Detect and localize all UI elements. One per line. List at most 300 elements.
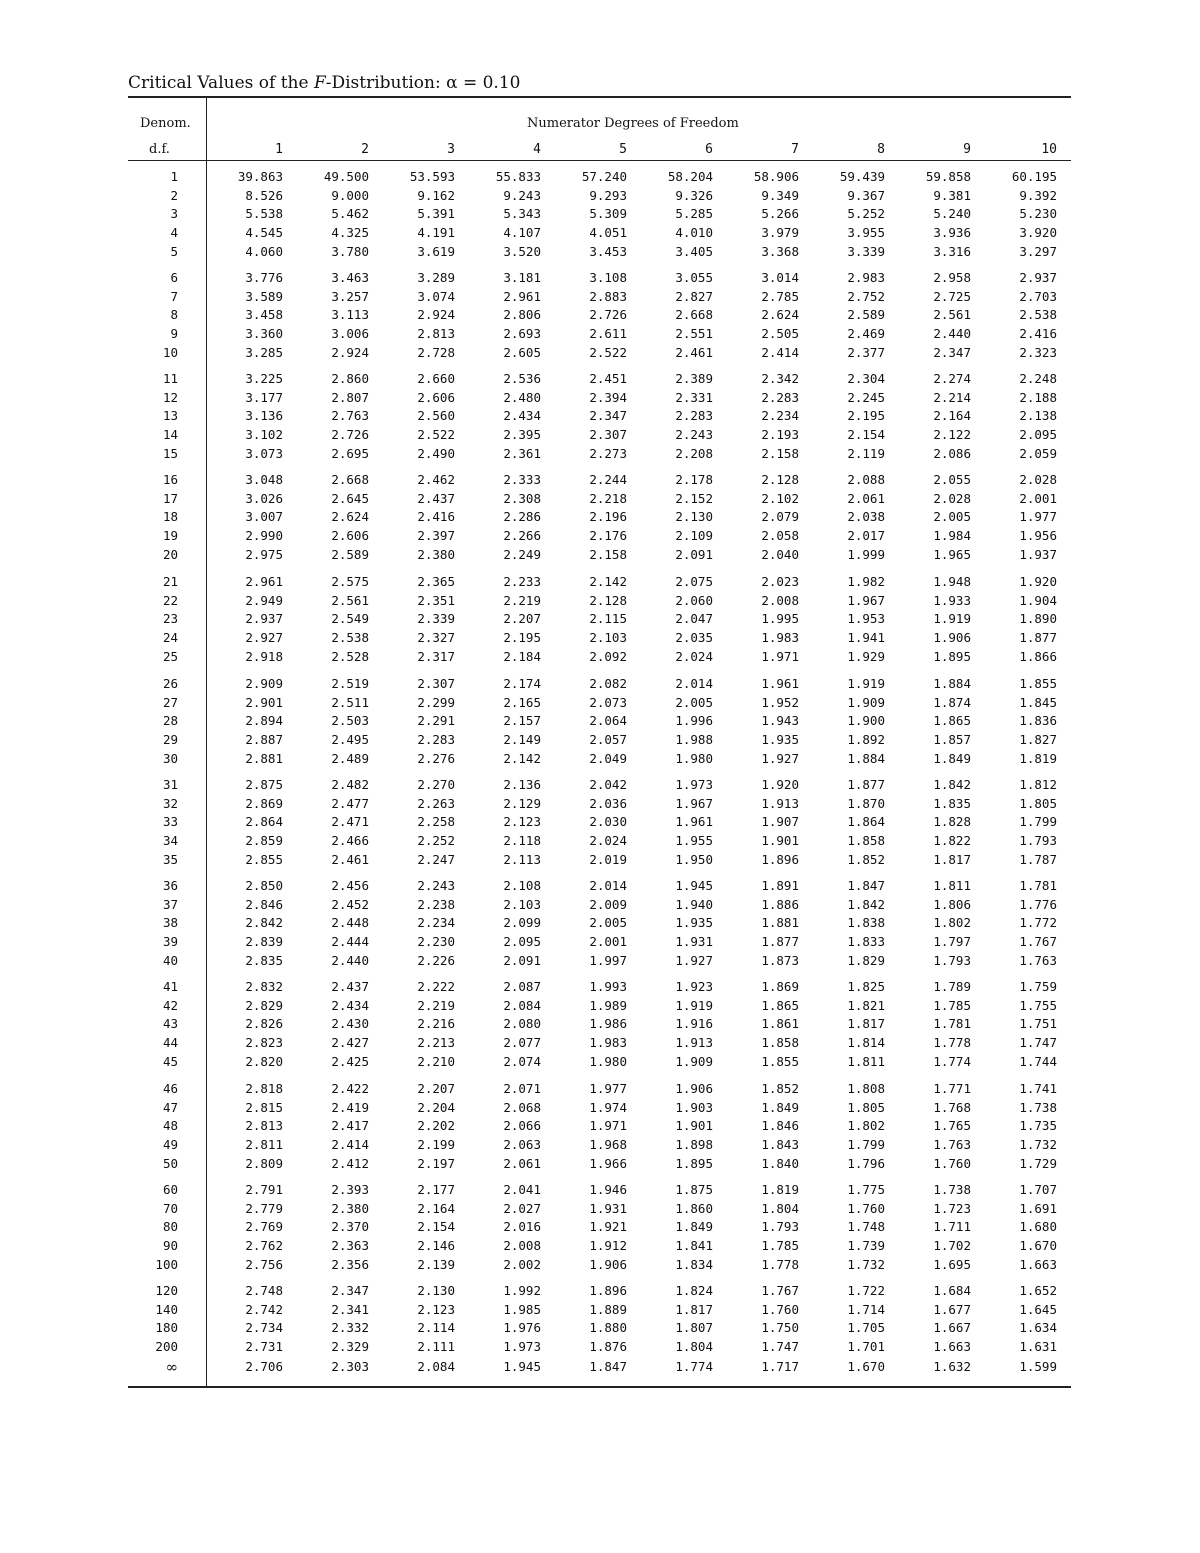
- table-cell: 2.061: [503, 1155, 541, 1171]
- table-cell: 2.606: [331, 528, 369, 544]
- table-cell: 2.274: [933, 371, 971, 386]
- table-cell: 2.820: [245, 1053, 283, 1069]
- table-cell: 1.860: [675, 1200, 713, 1216]
- row-label: 39: [162, 934, 178, 950]
- table-cell: 2.835: [245, 952, 283, 968]
- table-cell: 3.026: [245, 490, 283, 506]
- table-cell: 1.814: [847, 1035, 885, 1051]
- table-cell: 1.747: [1019, 1035, 1057, 1051]
- table-cell: 2.495: [331, 732, 369, 748]
- table-cell: 1.896: [589, 1283, 627, 1298]
- table-cell: 1.892: [847, 732, 885, 748]
- table-cell: 2.813: [417, 326, 455, 342]
- table-cell: 2.273: [589, 445, 627, 461]
- table-cell: 5.230: [1019, 206, 1057, 222]
- table-cell: 3.316: [933, 243, 971, 259]
- table-cell: 2.575: [331, 574, 369, 589]
- table-cell: 2.983: [847, 270, 885, 285]
- table-cell: 1.980: [589, 1053, 627, 1069]
- table-cell: 9.367: [847, 187, 885, 203]
- table-cell: 3.360: [245, 326, 283, 342]
- table-cell: 2.038: [847, 509, 885, 525]
- table-cell: 3.285: [245, 344, 283, 360]
- table-cell: 2.193: [761, 427, 799, 443]
- table-cell: 1.817: [933, 851, 971, 867]
- table-cell: 2.370: [331, 1219, 369, 1235]
- table-cell: 2.040: [761, 546, 799, 562]
- row-label: 11: [162, 371, 178, 386]
- table-cell: 2.440: [331, 952, 369, 968]
- table-cell: 1.971: [589, 1118, 627, 1134]
- table-cell: 2.451: [589, 371, 627, 386]
- row-label: 8: [170, 307, 178, 323]
- table-cell: 1.866: [1019, 648, 1057, 664]
- table-cell: 2.818: [245, 1081, 283, 1096]
- table-cell: 2.414: [761, 344, 799, 360]
- table-cell: 2.448: [331, 915, 369, 931]
- table-cell: 2.014: [589, 878, 627, 893]
- row-label: 45: [162, 1053, 178, 1069]
- table-cell: 2.286: [503, 509, 541, 525]
- table-cell: 1.599: [1019, 1359, 1057, 1374]
- table-cell: 1.965: [933, 546, 971, 562]
- table-cell: 1.940: [675, 896, 713, 912]
- table-cell: 2.307: [417, 676, 455, 691]
- row-label: 60: [162, 1182, 178, 1197]
- table-cell: 2.538: [1019, 307, 1057, 323]
- table-cell: 2.560: [417, 408, 455, 424]
- table-cell: 2.859: [245, 833, 283, 849]
- row-label: 47: [162, 1099, 178, 1115]
- table-cell: 1.865: [761, 997, 799, 1013]
- table-cell: 1.840: [761, 1155, 799, 1171]
- table-cell: 2.082: [589, 676, 627, 691]
- table-cell: 1.912: [589, 1238, 627, 1254]
- table-cell: 3.177: [245, 389, 283, 405]
- table-cell: 2.028: [933, 490, 971, 506]
- table-cell: 1.974: [589, 1099, 627, 1115]
- table-cell: 2.008: [761, 592, 799, 608]
- table-cell: 2.480: [503, 389, 541, 405]
- table-cell: 2.416: [417, 509, 455, 525]
- table-cell: 2.589: [847, 307, 885, 323]
- table-cell: 2.258: [417, 814, 455, 830]
- table-cell: 2.329: [331, 1339, 369, 1355]
- table-cell: 2.276: [417, 750, 455, 766]
- table-cell: 2.028: [1019, 472, 1057, 487]
- table-cell: 2.071: [503, 1081, 541, 1096]
- table-cell: 2.091: [675, 546, 713, 562]
- row-label: 19: [162, 528, 178, 544]
- table-cell: 2.027: [503, 1200, 541, 1216]
- table-cell: 2.538: [331, 630, 369, 646]
- table-cell: 2.427: [331, 1035, 369, 1051]
- table-cell: 2.389: [675, 371, 713, 386]
- table-cell: 2.990: [245, 528, 283, 544]
- table-cell: 1.748: [847, 1219, 885, 1235]
- table-cell: 49.500: [323, 169, 369, 184]
- table-cell: 2.624: [331, 509, 369, 525]
- table-cell: 2.380: [417, 546, 455, 562]
- table-cell: 1.842: [933, 777, 971, 792]
- table-cell: 1.799: [847, 1137, 885, 1153]
- table-cell: 1.829: [847, 952, 885, 968]
- table-cell: 2.839: [245, 934, 283, 950]
- table-cell: 1.920: [761, 777, 799, 792]
- table-cell: 9.349: [761, 187, 799, 203]
- header-rule: [128, 160, 1071, 161]
- row-label: 22: [162, 592, 178, 608]
- table-cell: 2.233: [503, 574, 541, 589]
- table-cell: 2.860: [331, 371, 369, 386]
- table-cell: 2.452: [331, 896, 369, 912]
- table-cell: 1.945: [503, 1359, 541, 1374]
- table-cell: 1.849: [675, 1219, 713, 1235]
- table-cell: 1.738: [1019, 1099, 1057, 1115]
- table-cell: 5.252: [847, 206, 885, 222]
- table-cell: 1.945: [675, 878, 713, 893]
- row-label: 3: [170, 206, 178, 222]
- table-cell: 2.202: [417, 1118, 455, 1134]
- table-cell: 1.858: [847, 833, 885, 849]
- table-cell: 2.924: [331, 344, 369, 360]
- table-cell: 1.771: [933, 1081, 971, 1096]
- table-cell: 2.208: [675, 445, 713, 461]
- table-cell: 1.865: [933, 713, 971, 729]
- table-cell: 2.270: [417, 777, 455, 792]
- table-cell: 1.906: [675, 1081, 713, 1096]
- table-cell: 2.347: [331, 1283, 369, 1298]
- table-cell: 1.903: [675, 1099, 713, 1115]
- table-cell: 2.102: [761, 490, 799, 506]
- table-cell: 2.422: [331, 1081, 369, 1096]
- table-cell: 2.327: [417, 630, 455, 646]
- table-cell: 2.489: [331, 750, 369, 766]
- table-cell: 1.677: [933, 1301, 971, 1317]
- table-cell: 1.876: [589, 1339, 627, 1355]
- table-cell: 2.115: [589, 611, 627, 627]
- table-cell: 2.769: [245, 1219, 283, 1235]
- table-cell: 1.819: [1019, 750, 1057, 766]
- table-cell: 1.855: [1019, 676, 1057, 691]
- table-cell: 2.763: [331, 408, 369, 424]
- table-cell: 2.430: [331, 1016, 369, 1032]
- table-cell: 3.297: [1019, 243, 1057, 259]
- table-cell: 1.977: [1019, 509, 1057, 525]
- table-cell: 2.103: [589, 630, 627, 646]
- table-cell: 2.363: [331, 1238, 369, 1254]
- table-cell: 2.785: [761, 288, 799, 304]
- table-cell: 3.225: [245, 371, 283, 386]
- table-cell: 1.817: [847, 1016, 885, 1032]
- table-cell: 2.019: [589, 851, 627, 867]
- table-cell: 1.785: [933, 997, 971, 1013]
- table-cell: 1.921: [589, 1219, 627, 1235]
- table-cell: 2.073: [589, 694, 627, 710]
- row-label: 31: [162, 777, 178, 792]
- table-cell: 1.907: [761, 814, 799, 830]
- table-cell: 60.195: [1011, 169, 1057, 184]
- table-cell: 1.900: [847, 713, 885, 729]
- table-cell: 2.522: [589, 344, 627, 360]
- table-cell: 1.904: [1019, 592, 1057, 608]
- row-label: 9: [170, 326, 178, 342]
- table-cell: 2.395: [503, 427, 541, 443]
- table-cell: 1.834: [675, 1256, 713, 1272]
- row-label: 5: [170, 243, 178, 259]
- column-header-9: 9: [963, 142, 971, 157]
- row-label: 49: [162, 1137, 178, 1153]
- table-cell: 2.351: [417, 592, 455, 608]
- row-label: 200: [155, 1339, 178, 1355]
- table-cell: 1.985: [503, 1301, 541, 1317]
- table-cell: 2.283: [761, 389, 799, 405]
- table-cell: 2.222: [417, 979, 455, 994]
- table-bottom-rule: [128, 1386, 1071, 1388]
- table-cell: 2.815: [245, 1099, 283, 1115]
- table-cell: 2.138: [1019, 408, 1057, 424]
- table-cell: 59.439: [839, 169, 885, 184]
- table-cell: 2.894: [245, 713, 283, 729]
- table-cell: 1.841: [675, 1238, 713, 1254]
- table-cell: 2.823: [245, 1035, 283, 1051]
- table-cell: 2.434: [503, 408, 541, 424]
- table-cell: 1.828: [933, 814, 971, 830]
- table-cell: 1.670: [1019, 1238, 1057, 1254]
- table-cell: 1.931: [589, 1200, 627, 1216]
- row-label: 41: [162, 979, 178, 994]
- table-cell: 1.793: [1019, 833, 1057, 849]
- table-cell: 2.165: [503, 694, 541, 710]
- table-cell: 2.645: [331, 490, 369, 506]
- table-cell: 1.774: [675, 1359, 713, 1374]
- table-cell: 2.909: [245, 676, 283, 691]
- table-cell: 2.779: [245, 1200, 283, 1216]
- table-cell: 2.703: [1019, 288, 1057, 304]
- table-cell: 1.760: [847, 1200, 885, 1216]
- table-cell: 2.146: [417, 1238, 455, 1254]
- table-cell: 2.561: [933, 307, 971, 323]
- table-cell: 3.405: [675, 243, 713, 259]
- table-cell: 2.001: [1019, 490, 1057, 506]
- table-cell: 2.041: [503, 1182, 541, 1197]
- table-cell: 2.130: [417, 1283, 455, 1298]
- table-cell: 1.849: [761, 1099, 799, 1115]
- table-cell: 3.520: [503, 243, 541, 259]
- table-cell: 1.796: [847, 1155, 885, 1171]
- table-cell: 1.732: [847, 1256, 885, 1272]
- table-cell: 2.365: [417, 574, 455, 589]
- table-cell: 1.750: [761, 1320, 799, 1336]
- table-cell: 1.913: [675, 1035, 713, 1051]
- row-label: 25: [162, 648, 178, 664]
- table-cell: 2.471: [331, 814, 369, 830]
- table-cell: 1.884: [847, 750, 885, 766]
- table-cell: 1.663: [933, 1339, 971, 1355]
- table-cell: 1.842: [847, 896, 885, 912]
- table-cell: 2.829: [245, 997, 283, 1013]
- table-cell: 2.077: [503, 1035, 541, 1051]
- table-cell: 2.307: [589, 427, 627, 443]
- table-cell: 1.890: [1019, 611, 1057, 627]
- table-cell: 1.812: [1019, 777, 1057, 792]
- table-cell: 1.702: [933, 1238, 971, 1254]
- table-cell: 2.725: [933, 288, 971, 304]
- table-cell: 2.668: [675, 307, 713, 323]
- table-cell: 2.216: [417, 1016, 455, 1032]
- table-cell: 2.248: [1019, 371, 1057, 386]
- table-cell: 1.811: [847, 1053, 885, 1069]
- table-cell: 2.347: [589, 408, 627, 424]
- table-cell: 2.606: [417, 389, 455, 405]
- row-label: 14: [162, 427, 178, 443]
- table-cell: 1.988: [675, 732, 713, 748]
- table-cell: 1.919: [933, 611, 971, 627]
- table-cell: 2.109: [675, 528, 713, 544]
- table-cell: 1.759: [1019, 979, 1057, 994]
- table-cell: 2.726: [331, 427, 369, 443]
- table-cell: 2.024: [675, 648, 713, 664]
- table-cell: 1.984: [933, 528, 971, 544]
- table-cell: 2.058: [761, 528, 799, 544]
- table-cell: 2.244: [589, 472, 627, 487]
- column-header-1: 1: [275, 142, 283, 157]
- table-cell: 2.693: [503, 326, 541, 342]
- table-cell: 1.909: [675, 1053, 713, 1069]
- table-cell: 1.631: [1019, 1339, 1057, 1355]
- table-cell: 2.356: [331, 1256, 369, 1272]
- row-label: 37: [162, 896, 178, 912]
- table-cell: 8.526: [245, 187, 283, 203]
- table-cell: 2.023: [761, 574, 799, 589]
- table-cell: 1.886: [761, 896, 799, 912]
- table-cell: 3.979: [761, 225, 799, 241]
- table-cell: 1.977: [589, 1081, 627, 1096]
- table-cell: 1.896: [761, 851, 799, 867]
- table-cell: 1.967: [675, 795, 713, 811]
- table-cell: 1.889: [589, 1301, 627, 1317]
- table-cell: 3.936: [933, 225, 971, 241]
- table-cell: 1.901: [675, 1118, 713, 1134]
- table-cell: 2.136: [503, 777, 541, 792]
- table-cell: 1.884: [933, 676, 971, 691]
- table-cell: 1.857: [933, 732, 971, 748]
- row-label: 35: [162, 851, 178, 867]
- table-cell: 2.511: [331, 694, 369, 710]
- table-cell: 2.060: [675, 592, 713, 608]
- row-label: 10: [162, 344, 178, 360]
- table-cell: 2.066: [503, 1118, 541, 1134]
- table-cell: 1.797: [933, 934, 971, 950]
- table-cell: 2.152: [675, 490, 713, 506]
- table-cell: 2.210: [417, 1053, 455, 1069]
- table-cell: 2.477: [331, 795, 369, 811]
- table-cell: 2.177: [417, 1182, 455, 1197]
- table-cell: 53.593: [409, 169, 455, 184]
- table-cell: 2.536: [503, 371, 541, 386]
- table-cell: 2.416: [1019, 326, 1057, 342]
- table-cell: 1.667: [933, 1320, 971, 1336]
- table-cell: 1.789: [933, 979, 971, 994]
- table-cell: 1.996: [675, 713, 713, 729]
- table-cell: 1.670: [847, 1359, 885, 1374]
- row-label: 21: [162, 574, 178, 589]
- table-cell: 2.731: [245, 1339, 283, 1355]
- table-cell: 2.129: [503, 795, 541, 811]
- table-cell: 1.744: [1019, 1053, 1057, 1069]
- table-cell: 1.793: [761, 1219, 799, 1235]
- table-cell: 1.956: [1019, 528, 1057, 544]
- table-cell: 9.392: [1019, 187, 1057, 203]
- table-cell: 2.188: [1019, 389, 1057, 405]
- table-cell: 9.293: [589, 187, 627, 203]
- table-cell: 2.247: [417, 851, 455, 867]
- denom-header-line1: Denom.: [140, 116, 191, 131]
- row-label: 28: [162, 713, 178, 729]
- table-cell: 2.937: [1019, 270, 1057, 285]
- table-cell: 5.343: [503, 206, 541, 222]
- table-cell: 2.157: [503, 713, 541, 729]
- table-cell: 2.949: [245, 592, 283, 608]
- table-cell: 1.971: [761, 648, 799, 664]
- table-cell: 2.158: [761, 445, 799, 461]
- table-cell: 2.503: [331, 713, 369, 729]
- row-label: 18: [162, 509, 178, 525]
- table-cell: 1.953: [847, 611, 885, 627]
- table-cell: 2.341: [331, 1301, 369, 1317]
- table-cell: 1.836: [1019, 713, 1057, 729]
- table-cell: 2.059: [1019, 445, 1057, 461]
- table-cell: 2.419: [331, 1099, 369, 1115]
- table-cell: 3.289: [417, 270, 455, 285]
- table-cell: 2.142: [589, 574, 627, 589]
- row-label: 42: [162, 997, 178, 1013]
- table-cell: 2.014: [675, 676, 713, 691]
- table-cell: 1.929: [847, 648, 885, 664]
- table-cell: 2.748: [245, 1283, 283, 1298]
- table-cell: 1.955: [675, 833, 713, 849]
- table-cell: 2.456: [331, 878, 369, 893]
- table-cell: 2.807: [331, 389, 369, 405]
- table-cell: 2.875: [245, 777, 283, 792]
- table-cell: 9.000: [331, 187, 369, 203]
- table-cell: 1.920: [1019, 574, 1057, 589]
- table-cell: 4.010: [675, 225, 713, 241]
- row-label: 90: [162, 1238, 178, 1254]
- table-cell: 2.139: [417, 1256, 455, 1272]
- table-cell: 1.935: [761, 732, 799, 748]
- table-cell: 1.852: [847, 851, 885, 867]
- table-cell: 2.611: [589, 326, 627, 342]
- table-cell: 4.545: [245, 225, 283, 241]
- numerator-header: Numerator Degrees of Freedom: [527, 116, 739, 131]
- table-cell: 2.095: [503, 934, 541, 950]
- table-top-rule: [128, 96, 1071, 98]
- table-cell: 1.806: [933, 896, 971, 912]
- table-cell: 1.989: [589, 997, 627, 1013]
- table-cell: 2.927: [245, 630, 283, 646]
- table-cell: 1.861: [761, 1016, 799, 1032]
- table-cell: 2.434: [331, 997, 369, 1013]
- table-cell: 1.933: [933, 592, 971, 608]
- table-cell: 2.207: [417, 1081, 455, 1096]
- table-cell: 3.048: [245, 472, 283, 487]
- table-cell: 1.976: [503, 1320, 541, 1336]
- table-cell: 2.174: [503, 676, 541, 691]
- table-cell: 2.195: [847, 408, 885, 424]
- table-cell: 2.088: [847, 472, 885, 487]
- table-cell: 2.975: [245, 546, 283, 562]
